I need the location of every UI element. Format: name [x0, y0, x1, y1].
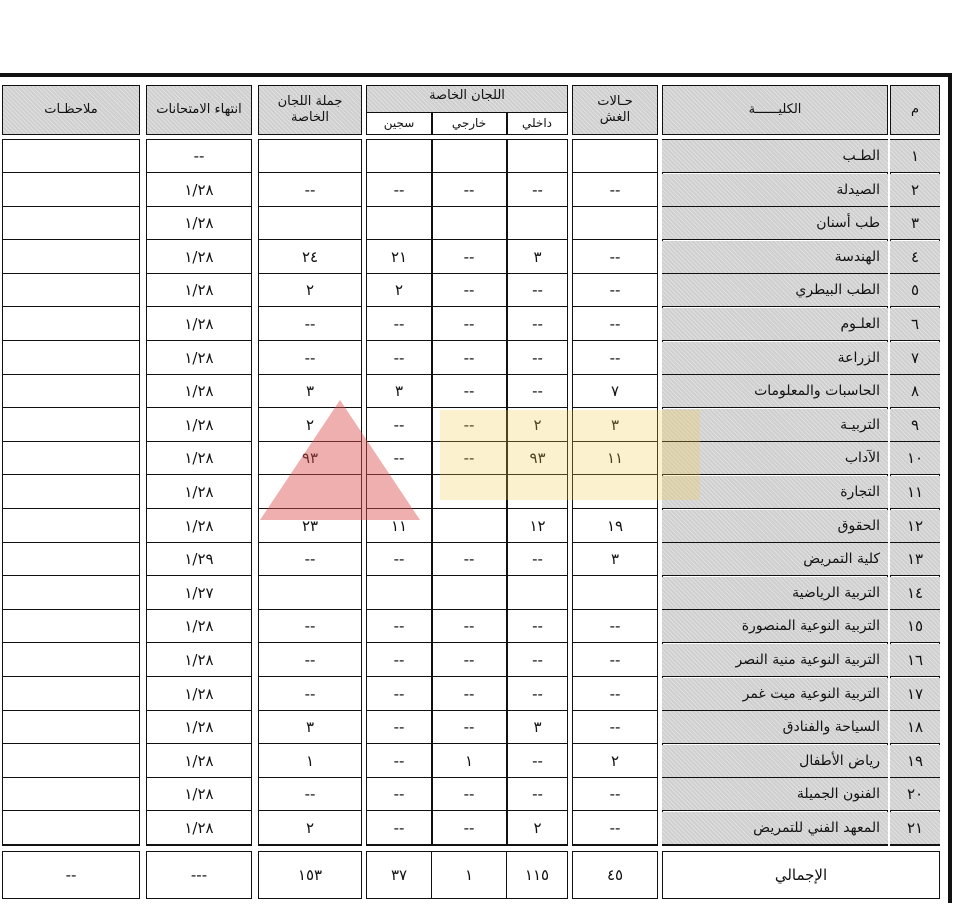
row-12-cheating: ١٩ [572, 510, 658, 543]
row-13-faculty: كلية التمريض [662, 543, 888, 576]
row-13-prisoner: -- [367, 543, 431, 576]
total-label-cell [662, 851, 940, 899]
row-9-end: ١/٢٨ [146, 409, 252, 442]
row-18-internal: ٣ [507, 711, 568, 744]
row-4-faculty: الهندسة [662, 241, 888, 274]
total-prisoner-value: ٣٧ [390, 866, 408, 884]
header-committees-total-label: جملة اللجان الخاصة [277, 94, 343, 125]
row-14-cheating [572, 577, 658, 610]
row-2-external: -- [432, 174, 506, 207]
row-14-total [258, 577, 362, 610]
row-3-internal [507, 207, 568, 240]
row-9-external: -- [432, 409, 506, 442]
header-internal-label: داخلي [521, 116, 553, 130]
row-3-external [432, 207, 506, 240]
row-17-faculty: التربية النوعية ميت غمر [662, 678, 888, 711]
row-20-note [2, 778, 140, 811]
row-4-end: ١/٢٨ [146, 241, 252, 274]
row-6-external: -- [432, 308, 506, 341]
row-2-idx: ٢ [890, 174, 940, 207]
row-1-external [432, 140, 506, 173]
row-1-prisoner [367, 140, 431, 173]
row-17-total: -- [258, 678, 362, 711]
row-8-note [2, 375, 140, 408]
top-rule [0, 73, 952, 77]
row-3-note [2, 207, 140, 240]
row-20-external: -- [432, 778, 506, 811]
total-exams-end-value: --- [190, 866, 208, 884]
row-18-prisoner: -- [367, 711, 431, 744]
row-13-end: ١/٢٩ [146, 543, 252, 576]
row-4-idx: ٤ [890, 241, 940, 274]
row-7-total: -- [258, 342, 362, 375]
row-18-idx: ١٨ [890, 711, 940, 744]
row-14-idx: ١٤ [890, 577, 940, 610]
header-divider [431, 112, 433, 134]
row-12-internal: ١٢ [507, 510, 568, 543]
row-9-note [2, 409, 140, 442]
row-8-internal: -- [507, 375, 568, 408]
row-16-cheating: -- [572, 644, 658, 677]
row-17-idx: ١٧ [890, 678, 940, 711]
row-19-faculty: رياض الأطفال [662, 745, 888, 778]
row-14-prisoner [367, 577, 431, 610]
row-11-faculty: التجارة [662, 476, 888, 509]
row-18-faculty: السياحة والفنادق [662, 711, 888, 744]
row-10-faculty: الآداب [662, 442, 888, 475]
row-5-external: -- [432, 274, 506, 307]
header-committees-total [258, 85, 362, 135]
row-16-note [2, 644, 140, 677]
row-19-prisoner: -- [367, 745, 431, 778]
row-13-cheating: ٣ [572, 543, 658, 576]
row-12-faculty: الحقوق [662, 510, 888, 543]
row-12-end: ١/٢٨ [146, 510, 252, 543]
row-5-total: ٢ [258, 274, 362, 307]
header-external [432, 112, 506, 134]
row-17-note [2, 678, 140, 711]
row-7-internal: -- [507, 342, 568, 375]
row-7-cheating: -- [572, 342, 658, 375]
row-17-cheating: -- [572, 678, 658, 711]
row-6-idx: ٦ [890, 308, 940, 341]
row-1-note [2, 140, 140, 173]
header-index-label: م [910, 102, 920, 117]
row-1-cheating [572, 140, 658, 173]
row-6-total: -- [258, 308, 362, 341]
row-2-faculty: الصيدلة [662, 174, 888, 207]
row-14-external [432, 577, 506, 610]
row-14-end: ١/٢٧ [146, 577, 252, 610]
header-prisoner [367, 112, 431, 134]
row-11-prisoner [367, 476, 431, 509]
row-3-idx: ٣ [890, 207, 940, 240]
row-4-total: ٢٤ [258, 241, 362, 274]
total-external-value: ١ [464, 866, 474, 884]
row-17-external: -- [432, 678, 506, 711]
row-8-end: ١/٢٨ [146, 375, 252, 408]
row-16-faculty: التربية النوعية منية النصر [662, 644, 888, 677]
row-21-prisoner: -- [367, 812, 431, 845]
row-20-faculty: الفنون الجميلة [662, 778, 888, 811]
row-2-prisoner: -- [367, 174, 431, 207]
row-15-note [2, 610, 140, 643]
row-8-faculty: الحاسبات والمعلومات [662, 375, 888, 408]
row-11-total [258, 476, 362, 509]
total-external [432, 851, 507, 899]
row-15-idx: ١٥ [890, 610, 940, 643]
row-12-note [2, 510, 140, 543]
row-6-internal: -- [507, 308, 568, 341]
row-19-cheating: ٢ [572, 745, 658, 778]
row-21-internal: ٢ [507, 812, 568, 845]
row-3-cheating [572, 207, 658, 240]
row-21-end: ١/٢٨ [146, 812, 252, 845]
row-7-faculty: الزراعة [662, 342, 888, 375]
row-16-internal: -- [507, 644, 568, 677]
header-exams-end-label: انتهاء الامتحانات [156, 102, 242, 117]
row-14-faculty: التربية الرياضية [662, 577, 888, 610]
row-4-note [2, 241, 140, 274]
row-4-prisoner: ٢١ [367, 241, 431, 274]
row-12-idx: ١٢ [890, 510, 940, 543]
row-20-internal: -- [507, 778, 568, 811]
row-8-external: -- [432, 375, 506, 408]
row-1-idx: ١ [890, 140, 940, 173]
row-8-cheating: ٧ [572, 375, 658, 408]
row-14-internal [507, 577, 568, 610]
row-19-end: ١/٢٨ [146, 745, 252, 778]
row-16-idx: ١٦ [890, 644, 940, 677]
total-cheating [572, 851, 658, 899]
row-20-total: -- [258, 778, 362, 811]
row-11-idx: ١١ [890, 476, 940, 509]
total-committees [258, 851, 362, 899]
row-1-total [258, 140, 362, 173]
total-label: الإجمالي [774, 866, 828, 884]
row-7-end: ١/٢٨ [146, 342, 252, 375]
row-15-faculty: التربية النوعية المنصورة [662, 610, 888, 643]
row-12-total: ٢٣ [258, 510, 362, 543]
row-6-end: ١/٢٨ [146, 308, 252, 341]
row-18-external: -- [432, 711, 506, 744]
row-10-internal: ٩٣ [507, 442, 568, 475]
header-committees-group-label: اللجان الخاصة [429, 88, 505, 103]
row-3-total [258, 207, 362, 240]
header-cheating [572, 85, 658, 135]
row-6-faculty: العلـوم [662, 308, 888, 341]
row-20-prisoner: -- [367, 778, 431, 811]
row-11-cheating [572, 476, 658, 509]
row-19-internal: -- [507, 745, 568, 778]
row-10-external: -- [432, 442, 506, 475]
total-exams-end [146, 851, 252, 899]
right-rule [948, 73, 952, 903]
row-17-prisoner: -- [367, 678, 431, 711]
row-8-total: ٣ [258, 375, 362, 408]
row-1-faculty: الطـب [662, 140, 888, 173]
row-11-note [2, 476, 140, 509]
row-9-cheating: ٣ [572, 409, 658, 442]
row-10-prisoner: -- [367, 442, 431, 475]
row-21-external: -- [432, 812, 506, 845]
total-committees-value: ١٥٣ [297, 866, 323, 884]
row-6-prisoner: -- [367, 308, 431, 341]
row-4-internal: ٣ [507, 241, 568, 274]
row-21-total: ٢ [258, 812, 362, 845]
total-internal-value: ١١٥ [524, 866, 550, 884]
header-internal [507, 112, 567, 134]
row-19-note [2, 745, 140, 778]
row-20-idx: ٢٠ [890, 778, 940, 811]
row-3-end: ١/٢٨ [146, 207, 252, 240]
row-11-end: ١/٢٨ [146, 476, 252, 509]
row-5-end: ١/٢٨ [146, 274, 252, 307]
row-10-total: ٩٣ [258, 442, 362, 475]
row-16-external: -- [432, 644, 506, 677]
row-4-cheating: -- [572, 241, 658, 274]
row-5-note [2, 274, 140, 307]
row-17-end: ١/٢٨ [146, 678, 252, 711]
row-21-faculty: المعهد الفني للتمريض [662, 812, 888, 845]
row-10-cheating: ١١ [572, 442, 658, 475]
row-16-total: -- [258, 644, 362, 677]
row-7-idx: ٧ [890, 342, 940, 375]
row-17-internal: -- [507, 678, 568, 711]
total-internal [507, 851, 568, 899]
header-external-label: خارجي [451, 116, 487, 130]
row-21-note [2, 812, 140, 845]
row-12-external [432, 510, 506, 543]
row-15-total: -- [258, 610, 362, 643]
row-10-note [2, 442, 140, 475]
row-14-note [2, 577, 140, 610]
row-5-internal: -- [507, 274, 568, 307]
header-notes-label: ملاحظـات [44, 102, 98, 117]
row-11-external [432, 476, 506, 509]
row-16-prisoner: -- [367, 644, 431, 677]
row-15-external: -- [432, 610, 506, 643]
header-divider [506, 112, 508, 134]
row-18-total: ٣ [258, 711, 362, 744]
row-5-prisoner: ٢ [367, 274, 431, 307]
header-notes [2, 85, 140, 135]
row-13-idx: ١٣ [890, 543, 940, 576]
row-7-external: -- [432, 342, 506, 375]
total-cheating-value: ٤٥ [606, 866, 624, 884]
row-18-cheating: -- [572, 711, 658, 744]
row-2-note [2, 174, 140, 207]
row-5-idx: ٥ [890, 274, 940, 307]
row-19-total: ١ [258, 745, 362, 778]
row-2-end: ١/٢٨ [146, 174, 252, 207]
total-notes [2, 851, 140, 899]
row-21-cheating: -- [572, 812, 658, 845]
row-12-prisoner: ١١ [367, 510, 431, 543]
row-15-end: ١/٢٨ [146, 610, 252, 643]
row-8-idx: ٨ [890, 375, 940, 408]
row-7-note [2, 342, 140, 375]
row-13-external: -- [432, 543, 506, 576]
row-5-cheating: -- [572, 274, 658, 307]
header-index [890, 85, 940, 135]
header-cheating-label: حـالات الغش [597, 94, 633, 125]
total-prisoner [366, 851, 432, 899]
row-20-cheating: -- [572, 778, 658, 811]
row-15-cheating: -- [572, 610, 658, 643]
row-9-internal: ٢ [507, 409, 568, 442]
row-3-prisoner [367, 207, 431, 240]
row-20-end: ١/٢٨ [146, 778, 252, 811]
row-6-note [2, 308, 140, 341]
header-faculty-label: الكليــــــة [748, 102, 802, 117]
row-5-faculty: الطب البيطري [662, 274, 888, 307]
row-18-end: ١/٢٨ [146, 711, 252, 744]
row-10-end: ١/٢٨ [146, 442, 252, 475]
header-faculty [662, 85, 888, 135]
header-exams-end [146, 85, 252, 135]
row-21-idx: ٢١ [890, 812, 940, 845]
row-13-internal: -- [507, 543, 568, 576]
header-prisoner-label: سجين [383, 116, 415, 130]
row-9-total: ٢ [258, 409, 362, 442]
row-19-idx: ١٩ [890, 745, 940, 778]
row-16-end: ١/٢٨ [146, 644, 252, 677]
row-1-end: -- [146, 140, 252, 173]
row-4-external: -- [432, 241, 506, 274]
row-2-cheating: -- [572, 174, 658, 207]
row-8-prisoner: ٣ [367, 375, 431, 408]
row-19-external: ١ [432, 745, 506, 778]
row-9-prisoner: -- [367, 409, 431, 442]
total-notes-value: -- [65, 866, 77, 884]
row-11-internal [507, 476, 568, 509]
row-6-cheating: -- [572, 308, 658, 341]
row-13-total: -- [258, 543, 362, 576]
row-7-prisoner: -- [367, 342, 431, 375]
row-15-prisoner: -- [367, 610, 431, 643]
row-1-internal [507, 140, 568, 173]
row-9-faculty: التربيـة [662, 409, 888, 442]
row-13-note [2, 543, 140, 576]
row-3-faculty: طب أسنان [662, 207, 888, 240]
row-2-internal: -- [507, 174, 568, 207]
row-2-total: -- [258, 174, 362, 207]
row-15-internal: -- [507, 610, 568, 643]
row-9-idx: ٩ [890, 409, 940, 442]
row-18-note [2, 711, 140, 744]
row-10-idx: ١٠ [890, 442, 940, 475]
